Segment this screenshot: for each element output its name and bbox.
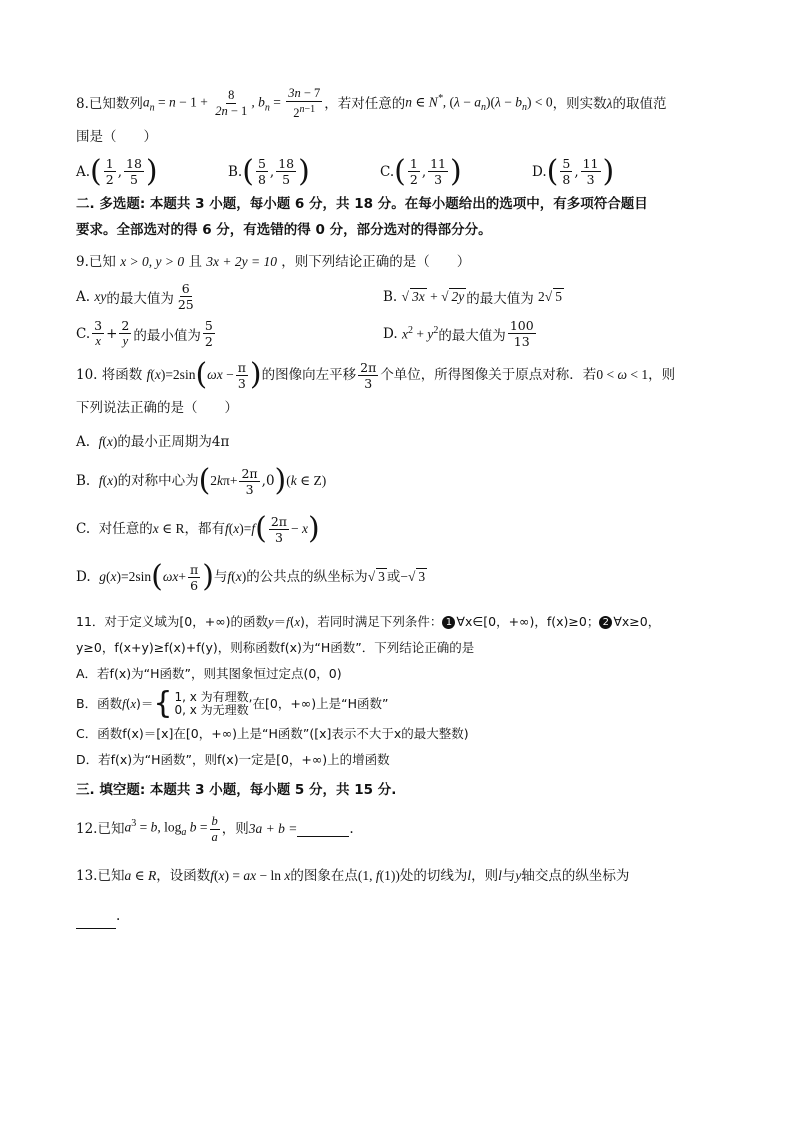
q9-eq: 3x + 2y = 10 [206,254,277,269]
q8-option-b: B. ( $\frac{5}{8}$ , $\frac{18}{5}$ ) [228,153,310,189]
q13-answer-line: . [76,903,718,929]
question-8 [76,84,718,124]
q8-lambda: λ [606,96,613,111]
q8-an-formula: $a_n = n - 1$ + $\frac{8}{2n - 1}$ , $b_n$ = $\frac{3n - 7}{2^{n-1}}$ [142,86,321,121]
q11-line2: y≥0，f(x+y)≥f(x)+f(y)，则称函数f(x)为“H函数”．下列结论正确的是 [76,640,475,655]
q9-options-cd [76,318,718,349]
q10-line2: 下列说法正确的是（ ） [76,400,238,416]
q9-option-b: B. √ 3x + √ 2y 的最大值为 2√ 5 [383,288,562,307]
q10-option-b: B. f(x) 的对称中心为 ( 2kπ+ $\frac{2\pi}{3}$ ,0 ) (k ∈ Z) [76,463,327,498]
section-2-heading-line2: 要求。全部选对的得 6 分，有选错的得 0 分，部分选对的得部分分。 [76,222,492,238]
question-13: 13.已知a ∈ R，设函数f(x) = ax − ln x的图象在点(1, f(1))处的切线为l，则l与y轴交点的纵坐标为 [76,868,630,884]
q11-option-c: C．函数f(x)＝[x]在[0，+∞)上是“H函数”([x]表示不大于x的最大整数) [76,726,469,741]
q10-option-a: A. f(x)的最小正周期为4π [76,434,230,450]
q8-options [76,153,718,189]
q11-option-b: B．函数 f ( x )＝ { 1, x 为有理数, 0, x 为无理数 在[0，+∞)上是“H函数” [76,686,389,721]
q12-answer-blank[interactable] [297,822,349,837]
section-3-heading: 三. 填空题: 本题共 3 小题，每小题 5 分，共 15 分. [76,782,397,798]
q9-option-c: C. $\frac{3}{x}$ + $\frac{2}{y}$ 的最小值为 $\frac{5}{2}$ [76,318,213,349]
question-11: 11．对于定义域为[0，+∞)的函数y＝f(x)，若同时满足下列条件： 1 ∀x∈[0，+∞)，f(x)≥0； 2 ∀x≥0， [76,614,661,629]
q8-line2: 围是（ ） [76,129,157,145]
section-2-heading: 二. 多选题: 本题共 3 小题，每小题 6 分，共 18 分。在每小题给出的选项中，有多项符合题目 [76,196,648,212]
q8-option-a: A. ( $\frac{1}{2}$ , $\frac{18}{5}$ ) [76,153,158,189]
q10-option-d: D. g(x)=2sin ( ωx+ $\frac{\pi}{6}$ ) 与 f(x) 的公共点的纵坐标为 √ 3 或 −√ 3 [76,559,426,594]
q9-option-d: D. $x^2 + y^2$ 的最大值为 $\frac{100}{13}$ [383,318,534,349]
q8-condition: n ∈ N*, $(\lambda - a_n)(\lambda - b_n) < 0$ [405,93,553,114]
q9-option-a: A. xy 的最大值为 $\frac{6}{25}$ [76,281,194,312]
q9-options-ab [76,281,718,312]
question-12: 12.已知 $a^3 = b$, $\log_a b$ = $\frac{b}{a}$ ，则 3a + b = . [76,813,354,844]
q8-cond-prefix: ，若对任意的 [324,96,406,112]
q11-option-a: A．若f(x)为“H函数”，则其图象恒过定点(0，0) [76,666,342,681]
q10-option-c: C. 对任意的 x ∈ R ，都有 f(x)=f ( $\frac{2\pi}{3}$ − x ) [76,511,320,546]
q9-cond: x > 0, y > 0 [120,254,185,269]
q11-option-d: D．若f(x)为“H函数”，则f(x)一定是[0，+∞)上的增函数 [76,752,390,767]
q8-option-d: D. ( $\frac{5}{8}$ , $\frac{11}{3}$ ) [532,153,615,189]
q8-tail: 的取值范 [612,96,667,112]
q13-answer-blank[interactable] [76,914,116,929]
q8-prefix: 8.已知数列 [76,96,143,112]
q8-cond-suffix: ，则实数 [552,96,607,112]
question-9: 9.已知 x > 0, y > 0 且 3x + 2y = 10 ，则下列结论正确的是（ ） [76,254,471,270]
question-10: 10. 将函数 f(x)=2sin ( ωx − $\frac{\pi}{3}$ ) 的图像向左平移 $\frac{2\pi}{3}$ 个单位，所得图像关于原点对称．若 0 < ω < 1 ，则 [76,357,676,392]
q8-option-c: C. ( $\frac{1}{2}$ , $\frac{11}{3}$ ) [380,153,462,189]
